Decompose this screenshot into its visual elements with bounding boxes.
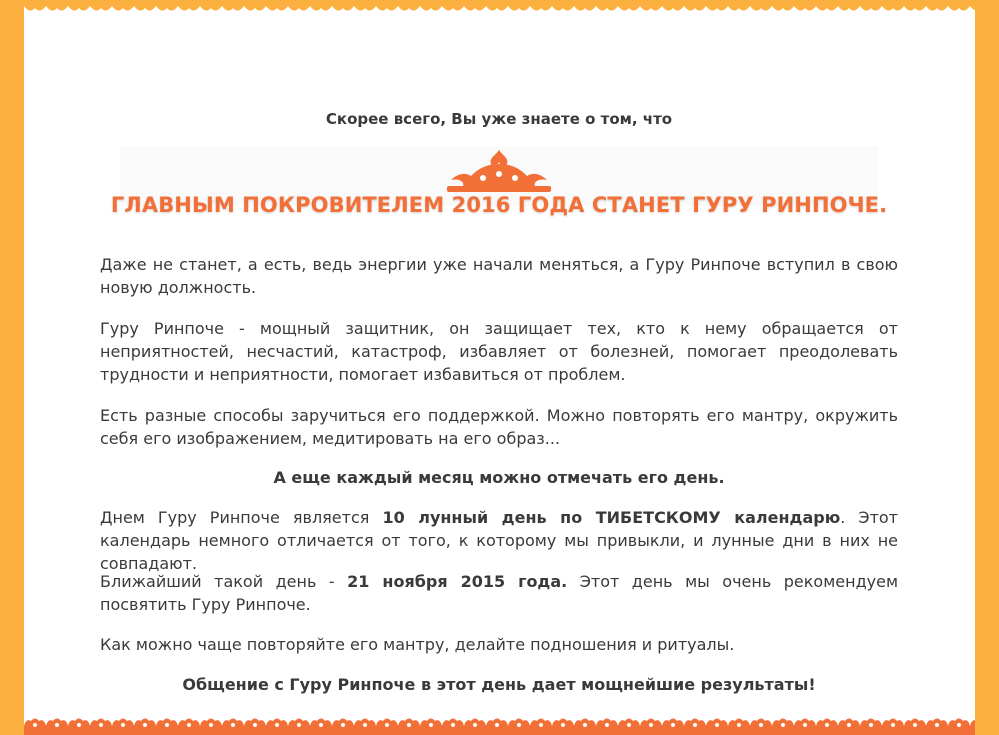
paragraph-8: Общение с Гуру Ринпоче в этот день дает мощнейшие результаты!	[182, 675, 816, 694]
paragraph-4: А еще каждый месяц можно отмечать его день.	[273, 468, 725, 487]
top-scallop-border	[24, 0, 975, 14]
paragraph-1: Даже не станет, а есть, ведь энергии уже начали меняться, а Гуру Ринпоче вступил в свою новую должность.	[100, 255, 898, 297]
bottom-scallop-border	[24, 716, 975, 735]
paragraph-5-start: Днем Гуру Ринпоче является	[100, 508, 383, 527]
paragraph-2: Гуру Ринпоче - мощный защитник, он защищает тех, кто к нему обращается от неприятностей, несчастий, катастроф, избавляет от болезней, помогает преодолевать трудности и неприятности, помогает избавиться от проблем.	[100, 319, 898, 384]
paragraph-5	[100, 506, 898, 575]
lunar-day-highlight: 10 лунный день по ТИБЕТСКОМУ календарю	[382, 508, 841, 527]
scallop-border-icon	[24, 0, 975, 14]
paragraph-3: Есть разные способы заручиться его поддержкой. Можно повторять его мантру, окружить себя его изображением, медитировать на его образ...	[100, 406, 898, 448]
paragraph-7: Как можно чаще повторяйте его мантру, делайте подношения и ритуалы.	[100, 635, 735, 654]
content-card	[24, 14, 975, 716]
date-highlight: 21 ноября 2015 года.	[347, 572, 568, 591]
tibetan-ornament-icon	[443, 148, 555, 198]
intro-text: Скорее всего, Вы уже знаете о том, что	[325, 110, 673, 128]
headline: ГЛАВНЫМ ПОКРОВИТЕЛЕМ 2016 ГОДА СТАНЕТ ГУРУ РИНПОЧЕ.	[110, 193, 888, 217]
paragraph-6-end: Этот день мы очень рекомендуем посвятить Гуру Ринпоче.	[100, 572, 899, 614]
paragraph-6-start: Ближайший такой день -	[100, 572, 348, 591]
paragraph-6	[100, 570, 898, 616]
scallop-border-icon	[24, 716, 975, 735]
paragraph-5-end: . Этот календарь немного отличается от того, к которому мы привыкли, и лунные дни в них не совпадают.	[100, 508, 899, 573]
